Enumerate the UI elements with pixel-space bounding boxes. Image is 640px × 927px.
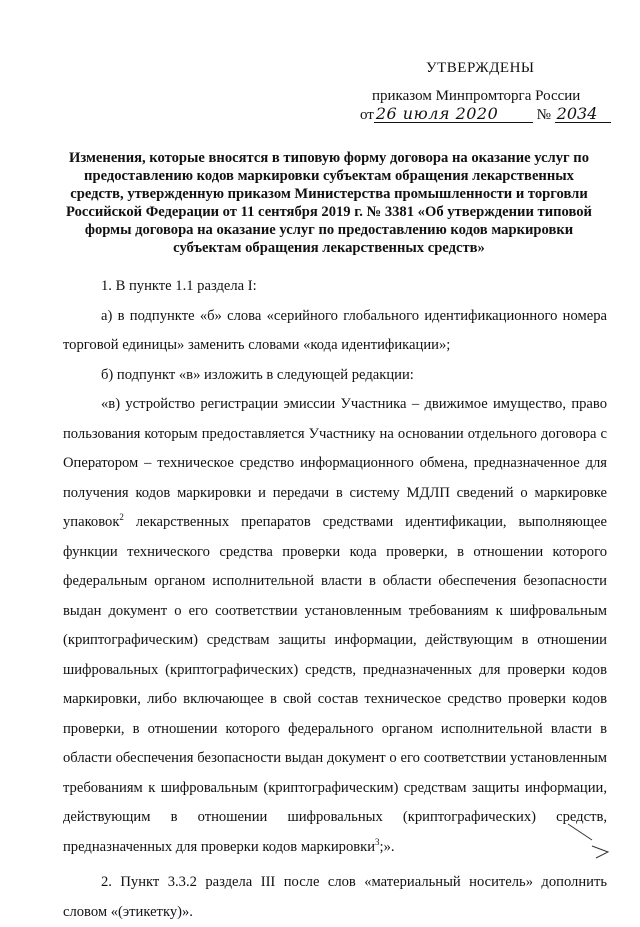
paragraph-4	[63, 390, 607, 862]
paragraph-4-part-c: ;».	[379, 838, 395, 855]
paragraph-3: б) подпункт «в» изложить в следующей редакции:	[101, 366, 414, 383]
date-prefix: от	[360, 107, 374, 123]
paragraph-2: а) в подпункте «б» слова «серийного глобального идентификационного номера торговой единицы» заменить словами «кода идентификации»;	[63, 307, 607, 353]
handwritten-date: 26 июля 2020	[374, 106, 533, 123]
paragraph-4-part-b: лекарственных препаратов средствами идентификации, выполняющее функции технического средства проверки кода проверки, в отношении которого федеральным органом исполнительной власти в области обеспечения безопасности выдан документ о его соответствии установленным требованиям к шифровальным (криптографическим) средствам защиты информации, действующим в отношении шифровальных (криптографических) средств, предназначенных для проверки кодов маркировки, либо включающее в свой состав техническое средство проверки кодов проверки, в отношении которого федерального органом исполнительной власти в области обеспечения безопасности выдан документ о его соответствии установленным требованиям к шифровальным (криптографическим) средствам защиты информации, действующим в отношении шифровальных (криптографических) средств, предназначенных для проверки кодов маркировки	[63, 514, 607, 855]
number-prefix: №	[536, 107, 551, 123]
document-title: Изменения, которые вносятся в типовую форму договора на оказание услуг по предоставлению кодов маркировки субъектам обращения лекарственных средств, утвержденную приказом Министерства промышленности и торговли Российской Федерации от 11 сентября 2019 г. № 3381 «Об утверждении типовой формы договора на оказание услуг по предоставлению кодов маркировки субъектам обращения лекарственных средств»	[66, 150, 592, 256]
order-reference: приказом Минпромторга России	[372, 88, 581, 104]
footnote-ref-2: 2	[119, 512, 124, 522]
footnote-ref-3: 3	[375, 836, 380, 847]
paragraph-5: 2. Пункт 3.3.2 раздела III после слов «материальный носитель» дополнить словом «(этикетку)».	[63, 874, 607, 920]
order-date-number	[360, 106, 611, 124]
pen-mark-icon	[566, 822, 610, 862]
paragraph-4-part-a: «в) устройство регистрации эмиссии Участника – движимое имущество, право пользования которым предоставляется Участнику на основании отдельного договора с Оператором – техническое средство информационного обмена, предназначенное для получения кодов маркировки и передачи в систему МДЛП сведений о маркировке упаковок	[63, 396, 607, 530]
approval-heading: УТВЕРЖДЕНЫ	[426, 60, 535, 76]
document-body	[63, 272, 607, 927]
handwritten-number: 2034	[555, 106, 611, 123]
paragraph-1: 1. В пункте 1.1 раздела I:	[101, 278, 257, 294]
